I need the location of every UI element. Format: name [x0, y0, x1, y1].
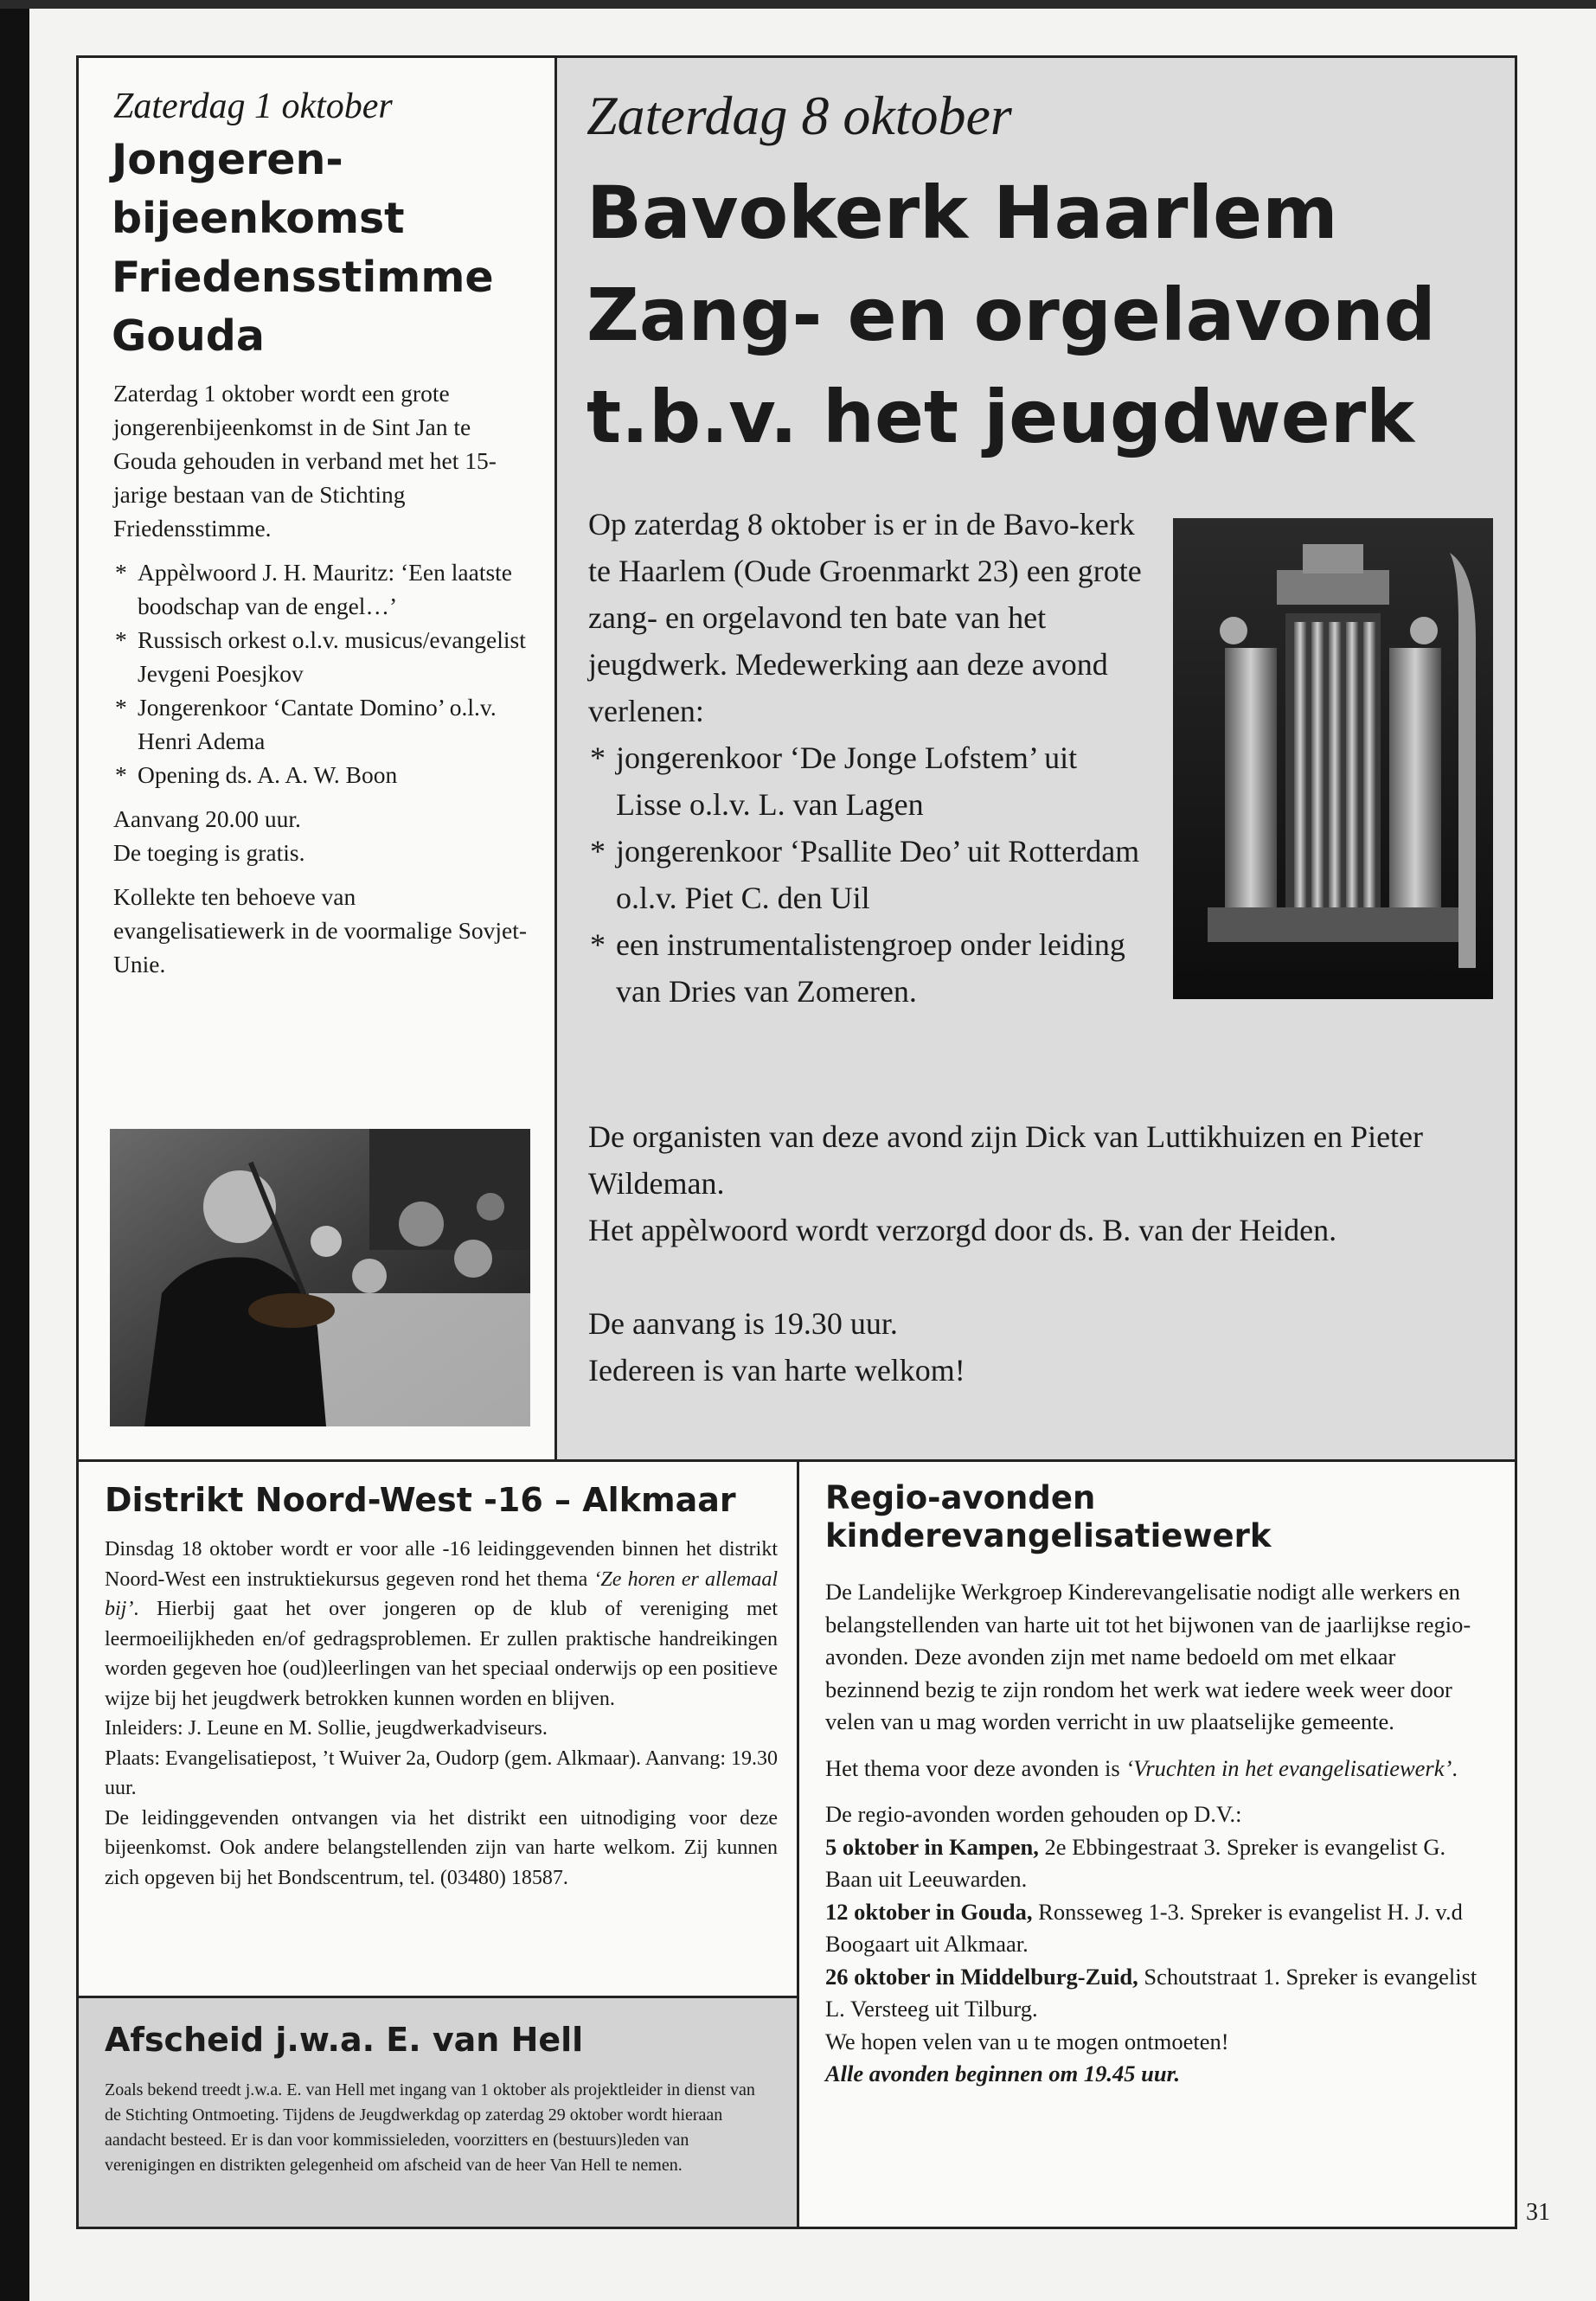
article-district — [76, 1459, 799, 1998]
list-item: * een instrumentalistengroep onder leiding van Dries van Zomeren. — [588, 921, 1142, 1015]
bullet-star: * — [590, 740, 606, 775]
gouda-title-line: Jongeren- — [112, 135, 343, 184]
regio-intro: De Landelijke Werkgroep Kinderevangelisatie nodigt alle werkers en belangstellenden van harte uit tot het bijwonen van de jaarlijkse regio-avonden. Deze avonden zijn met name bedoeld om met elkaar bezinnend bezig te zijn rondom het werk wat iedere week weer door velen van u mag worden verricht in uw plaatselijke gemeente. — [825, 1579, 1471, 1734]
regio-theme-line: Het thema voor deze avonden is ‘Vruchten in het evangelisatiewerk’. — [825, 1754, 1458, 1781]
haarlem-title-line: t.b.v. het jeugdwerk — [586, 375, 1415, 459]
regio-session-date: 5 oktober in Kampen, — [825, 1833, 1039, 1860]
article-farewell — [76, 1996, 799, 2229]
regio-session-details: Ronsseweg 1-3. Spreker is evangelist H. J. v.d Boogaart uit Alkmaar. — [825, 1898, 1463, 1957]
farewell-body: Zoals bekend treedt j.w.a. E. van Hell met ingang van 1 oktober als projektleider in dienst van de Stichting Ontmoeting. Tijdens de Jeugdwerkdag op zaterdag 29 oktober wordt hieraan aandacht besteed. Er is dan voor kommissieleden, voorzitters en (bestuurs)leden van verenigingen en distrikten gelegenheid om afscheid van de heer Van Hell te nemen. — [105, 2080, 755, 2175]
regio-schedule — [825, 1798, 1483, 2091]
list-item: * Jongerenkoor ‘Cantate Domino’ o.l.v. Henri Adema — [113, 690, 529, 758]
regio-theme: ‘Vruchten in het evangelisatiewerk’ — [1125, 1754, 1452, 1781]
scan-edge — [0, 0, 29, 2301]
regio-session-date: 12 oktober in Gouda, — [825, 1898, 1033, 1925]
regio-start-note: Alle avonden beginnen om 19.45 uur. — [825, 2061, 1181, 2086]
regio-title: Regio-avonden kinderevangelisatiewerk — [825, 1479, 1272, 1554]
regio-session-details: 2e Ebbingestraat 3. Spreker is evangelist G. Baan uit Leeuwarden. — [825, 1833, 1446, 1892]
regio-session-date: 26 oktober in Middelburg-Zuid, — [825, 1963, 1138, 1990]
bullet-star: * — [590, 927, 606, 962]
haarlem-title-line: Zang- en orgelavond — [586, 272, 1436, 357]
list-item: * jongerenkoor ‘Psallite Deo’ uit Rotterdam o.l.v. Piet C. den Uil — [588, 828, 1142, 921]
bullet-star: * — [115, 694, 127, 721]
gouda-body — [113, 376, 529, 991]
gouda-title-line: bijeenkomst — [112, 194, 405, 243]
haarlem-details — [588, 1113, 1488, 1440]
district-location: Plaats: Evangelisatiepost, ’t Wuiver 2a, Oudorp (gem. Alkmaar). Aanvang: 19.30 uur. — [105, 1747, 778, 1799]
scan-top-edge — [0, 0, 1596, 9]
gouda-title — [112, 131, 544, 366]
district-theme: ‘Ze horen er allemaal bij’ — [105, 1567, 778, 1620]
list-item: * Russisch orkest o.l.v. musicus/evangelist Jevgeni Poesjkov — [113, 623, 529, 690]
list-item: * Opening ds. A. A. W. Boon — [113, 758, 529, 792]
gouda-collection: Kollekte ten behoeve van evangelisatiewerk in de voormalige Sovjet-Unie. — [113, 883, 528, 977]
haarlem-start-time: De aanvang is 19.30 uur. — [588, 1306, 898, 1341]
haarlem-speaker: Het appèlwoord wordt verzorgd door ds. B. van der Heiden. — [588, 1213, 1337, 1247]
list-item: * jongerenkoor ‘De Jonge Lofstem’ uit Lisse o.l.v. L. van Lagen — [588, 734, 1142, 828]
haarlem-welcome: Iedereen is van harte welkom! — [588, 1353, 965, 1388]
organ-photo — [1173, 518, 1493, 999]
regio-session-details: Schoutstraat 1. Spreker is evangelist L. Versteeg uit Tilburg. — [825, 1963, 1477, 2022]
article-gouda — [76, 55, 557, 1462]
haarlem-intro: Op zaterdag 8 oktober is er in de Bavo-kerk te Haarlem (Oude Groenmarkt 23) een grote zang- en orgelavond ten bate van het jeugdwerk. Medewerking aan deze avond verlenen: — [588, 507, 1142, 728]
page-number: 31 — [1526, 2199, 1550, 2226]
bullet-star: * — [115, 559, 127, 586]
bullet-star: * — [115, 761, 127, 788]
regio-body — [825, 1576, 1483, 2105]
regio-schedule-intro: De regio-avonden worden gehouden op D.V.: — [825, 1801, 1242, 1827]
haarlem-date: Zaterdag 8 oktober — [586, 85, 1012, 146]
district-body — [105, 1535, 778, 1893]
gouda-program-list — [113, 555, 529, 792]
district-speakers: Inleiders: J. Leune en M. Sollie, jeugdwerkadviseurs. — [105, 1717, 548, 1740]
gouda-start-time: Aanvang 20.00 uur. — [113, 805, 301, 832]
farewell-title: Afscheid j.w.a. E. van Hell — [105, 2021, 584, 2059]
haarlem-participants-list — [588, 734, 1142, 1015]
article-regio — [797, 1459, 1517, 2229]
violinist-photo — [110, 1129, 530, 1426]
bullet-star: * — [115, 626, 127, 653]
list-item: * Appèlwoord J. H. Mauritz: ‘Een laatste boodschap van de engel…’ — [113, 555, 529, 623]
gouda-title-line: Friedensstimme — [112, 253, 494, 302]
gouda-date: Zaterdag 1 oktober — [113, 87, 393, 126]
haarlem-intro-block — [588, 501, 1142, 1015]
gouda-times — [113, 802, 529, 869]
district-paragraph: Dinsdag 18 oktober wordt er voor alle -16 leidinggevenden binnen het distrikt Noord-West een instruktiekursus gegeven rond het thema ‘Ze horen er allemaal bij’. Hierbij gaat het over jongeren op de klub of vereniging met leermoeilijkheden en/of gedragsproblemen. Er zullen praktische handreikingen worden gegeven hoe (oud)leerlingen van het speciaal onderwijs op een positieve wijze bij het jeugdwerk betrokken kunnen worden en blijven. — [105, 1538, 778, 1710]
article-haarlem — [554, 55, 1517, 1462]
gouda-title-line: Gouda — [112, 311, 265, 361]
gouda-admission: De toeging is gratis. — [113, 839, 305, 866]
gouda-intro: Zaterdag 1 oktober wordt een grote jongerenbijeenkomst in de Sint Jan te Gouda gehouden in verband met het 15-jarige bestaan van de Stichting Friedensstimme. — [113, 380, 497, 542]
district-title: Distrikt Noord-West -16 – Alkmaar — [105, 1481, 736, 1519]
bullet-star: * — [590, 834, 606, 868]
haarlem-times-block — [588, 1300, 1488, 1394]
haarlem-organists: De organisten van deze avond zijn Dick van Luttikhuizen en Pieter Wildeman. — [588, 1119, 1424, 1201]
haarlem-organists-block — [588, 1113, 1488, 1253]
regio-closing: We hopen velen van u te mogen ontmoeten! — [825, 2028, 1229, 2054]
district-invite: De leidinggevenden ontvangen via het distrikt een uitnodiging voor deze bijeenkomst. Ook andere belangstellenden zijn van harte welkom. Zij kunnen zich opgeven bij het Bondscentrum, tel. (03480) 18587. — [105, 1806, 778, 1889]
haarlem-title — [586, 162, 1503, 468]
haarlem-title-line: Bavokerk Haarlem — [586, 170, 1338, 255]
